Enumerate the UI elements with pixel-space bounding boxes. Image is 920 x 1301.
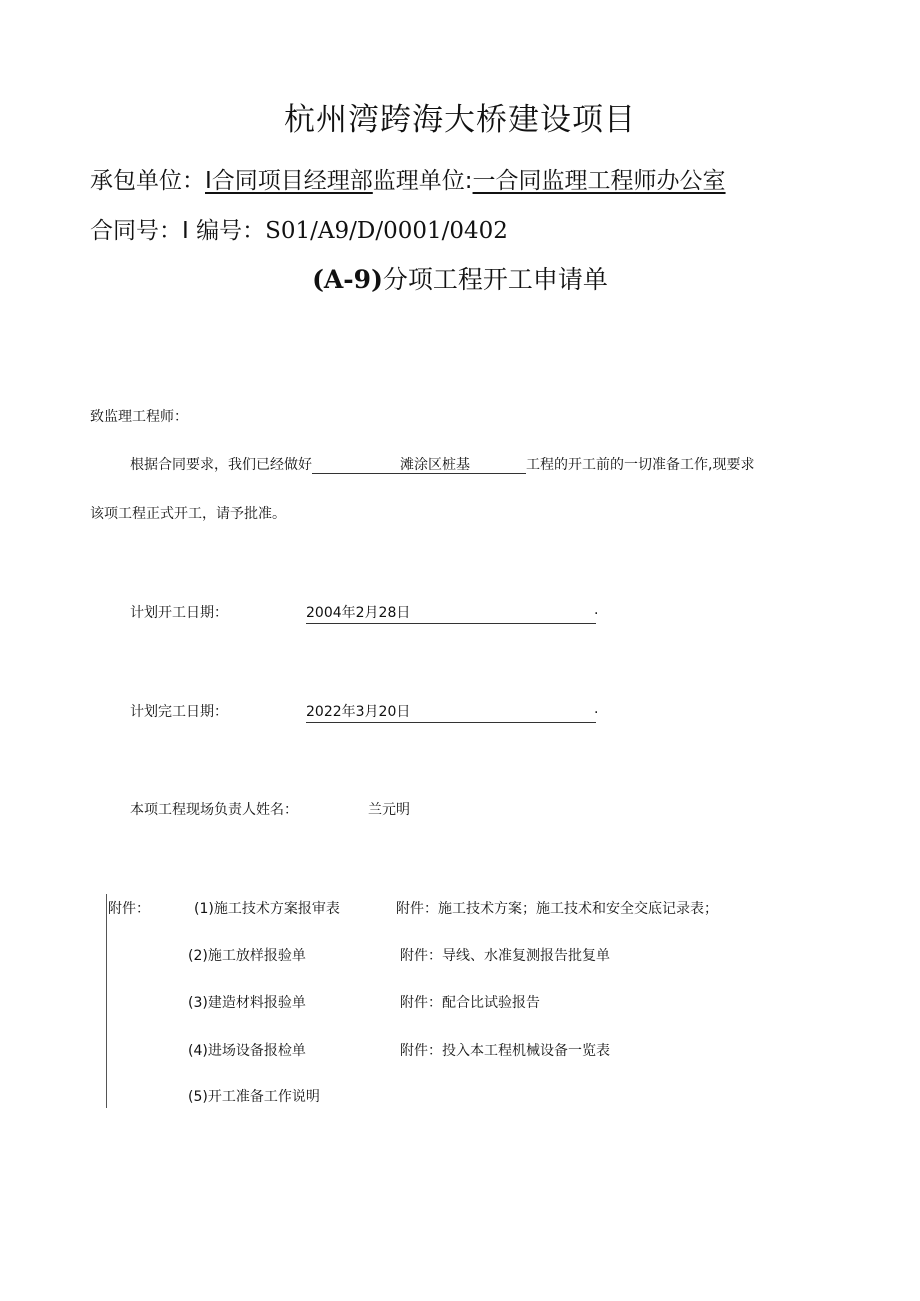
salutation: 致监理工程师：	[90, 409, 188, 425]
project-title: 杭州湾跨海大桥建设项目	[284, 102, 636, 138]
attachment-item-1: (1)施工技术方案报审表	[194, 901, 340, 917]
plan-end-dot: .	[594, 701, 599, 717]
plan-end-date: 2022年3月20日	[306, 701, 596, 723]
contract-no-value: Ⅰ	[182, 218, 189, 244]
attachment-item-4: (4)进场设备报检单	[188, 1043, 306, 1059]
blank-underline-left	[312, 457, 400, 474]
plan-start-label: 计划开工日期：	[130, 605, 228, 621]
form-code: (A-9)	[312, 265, 383, 294]
attachment-item-3: (3)建造材料报验单	[188, 995, 306, 1011]
attachment-item-2-sub: 附件：导线、水准复测报告批复单	[400, 948, 610, 964]
para-prefix: 根据合同要求，我们已经做好	[130, 457, 312, 473]
header-line-numbers	[90, 212, 508, 245]
attachment-item-4-sub: 附件：投入本工程机械设备一览表	[400, 1043, 610, 1059]
attachment-left-rule	[106, 894, 107, 1108]
plan-start-dot: .	[594, 602, 599, 618]
contractor-value: Ⅰ合同项目经理部	[205, 168, 373, 194]
plan-end-label: 计划完工日期：	[130, 704, 228, 720]
project-name: 滩涂区桩基	[400, 457, 470, 473]
contract-no-label: 合同号：	[90, 218, 182, 244]
supervisor-value: 一合同监理工程师办公室	[472, 168, 726, 194]
form-title: 分项工程开工申请单	[382, 265, 608, 294]
attachment-item-3-sub: 附件：配合比试验报告	[400, 995, 540, 1011]
attachments-label: 附件：	[108, 901, 150, 917]
manager-name: 兰元明	[368, 802, 410, 818]
request-paragraph-line1	[130, 454, 754, 474]
serial-value: S01/A9/D/0001/0402	[265, 218, 508, 244]
para-suffix: 工程的开工前的一切准备工作,现要求	[526, 457, 755, 473]
supervisor-label: 监理单位:	[372, 168, 473, 194]
serial-label: 编号：	[196, 218, 266, 244]
plan-start-date: 2004年2月28日	[306, 602, 596, 624]
attachment-item-1-sub: 附件：施工技术方案；施工技术和安全交底记录表；	[396, 901, 718, 917]
attachment-item-2: (2)施工放样报验单	[188, 948, 306, 964]
attachment-item-5: (5)开工准备工作说明	[188, 1089, 320, 1105]
request-paragraph-line2: 该项工程正式开工，请予批准。	[90, 506, 286, 522]
header-line-units	[90, 162, 726, 195]
blank-underline-right	[470, 457, 526, 474]
form-heading	[0, 260, 920, 296]
contractor-label: 承包单位：	[90, 168, 205, 194]
manager-label: 本项工程现场负责人姓名：	[130, 802, 298, 818]
